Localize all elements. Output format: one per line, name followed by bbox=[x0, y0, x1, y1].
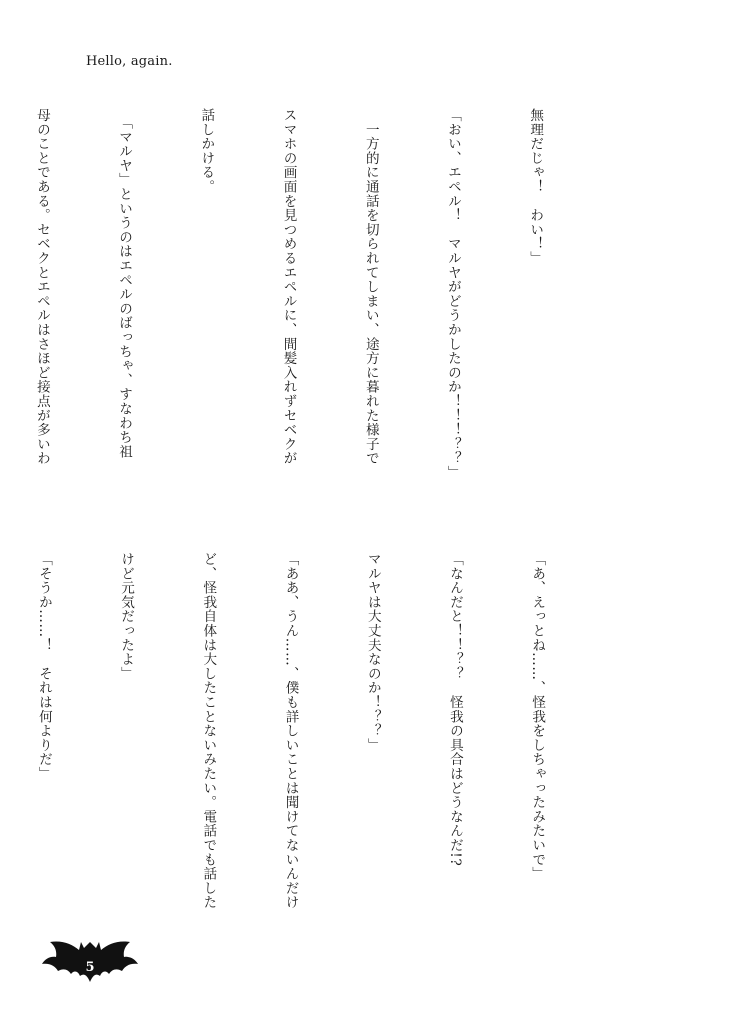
text-column: 一方的に通話を切られてしまい、途方に暮れた様子で bbox=[362, 108, 379, 466]
text-column: 母のことである。セベクとエペルはさほど接点が多いわ bbox=[33, 108, 50, 466]
text-column: スマホの画面を見つめるエペルに、間髪入れずセベクが bbox=[280, 108, 297, 466]
text-column: 「あ、えっとね……、怪我をしちゃったみたいで」 bbox=[529, 552, 546, 881]
text-column: 無理だじゃ！ わい！」 bbox=[527, 108, 544, 266]
text-column: ど、怪我自体は大したことないみたい。電話でも話した bbox=[200, 552, 217, 910]
text-column: 「マルヤ」というのはエペルのばっちゃ、すなわち祖 bbox=[116, 108, 133, 459]
text-column: 「なんだと！！？？ 怪我の具合はどうなんだ!? bbox=[446, 552, 463, 867]
text-column: 「そうか……！ それは何よりだ」 bbox=[35, 552, 52, 781]
top-text-block bbox=[0, 108, 603, 500]
text-column: 「おい、エペル！ マルヤがどうかしたのか！！！？？」 bbox=[444, 108, 461, 480]
text-column: マルヤは大丈夫なのか！？？」 bbox=[364, 552, 381, 753]
page-number: 5 bbox=[85, 960, 95, 975]
bottom-text-block bbox=[0, 552, 605, 932]
text-column: 「ああ、うん……、僕も詳しいことは聞けてないんだけ bbox=[282, 552, 299, 910]
text-column: 話しかける。 bbox=[198, 108, 215, 194]
running-header: Hello, again. bbox=[86, 54, 173, 69]
text-column: けど元気だったよ」 bbox=[118, 552, 135, 681]
